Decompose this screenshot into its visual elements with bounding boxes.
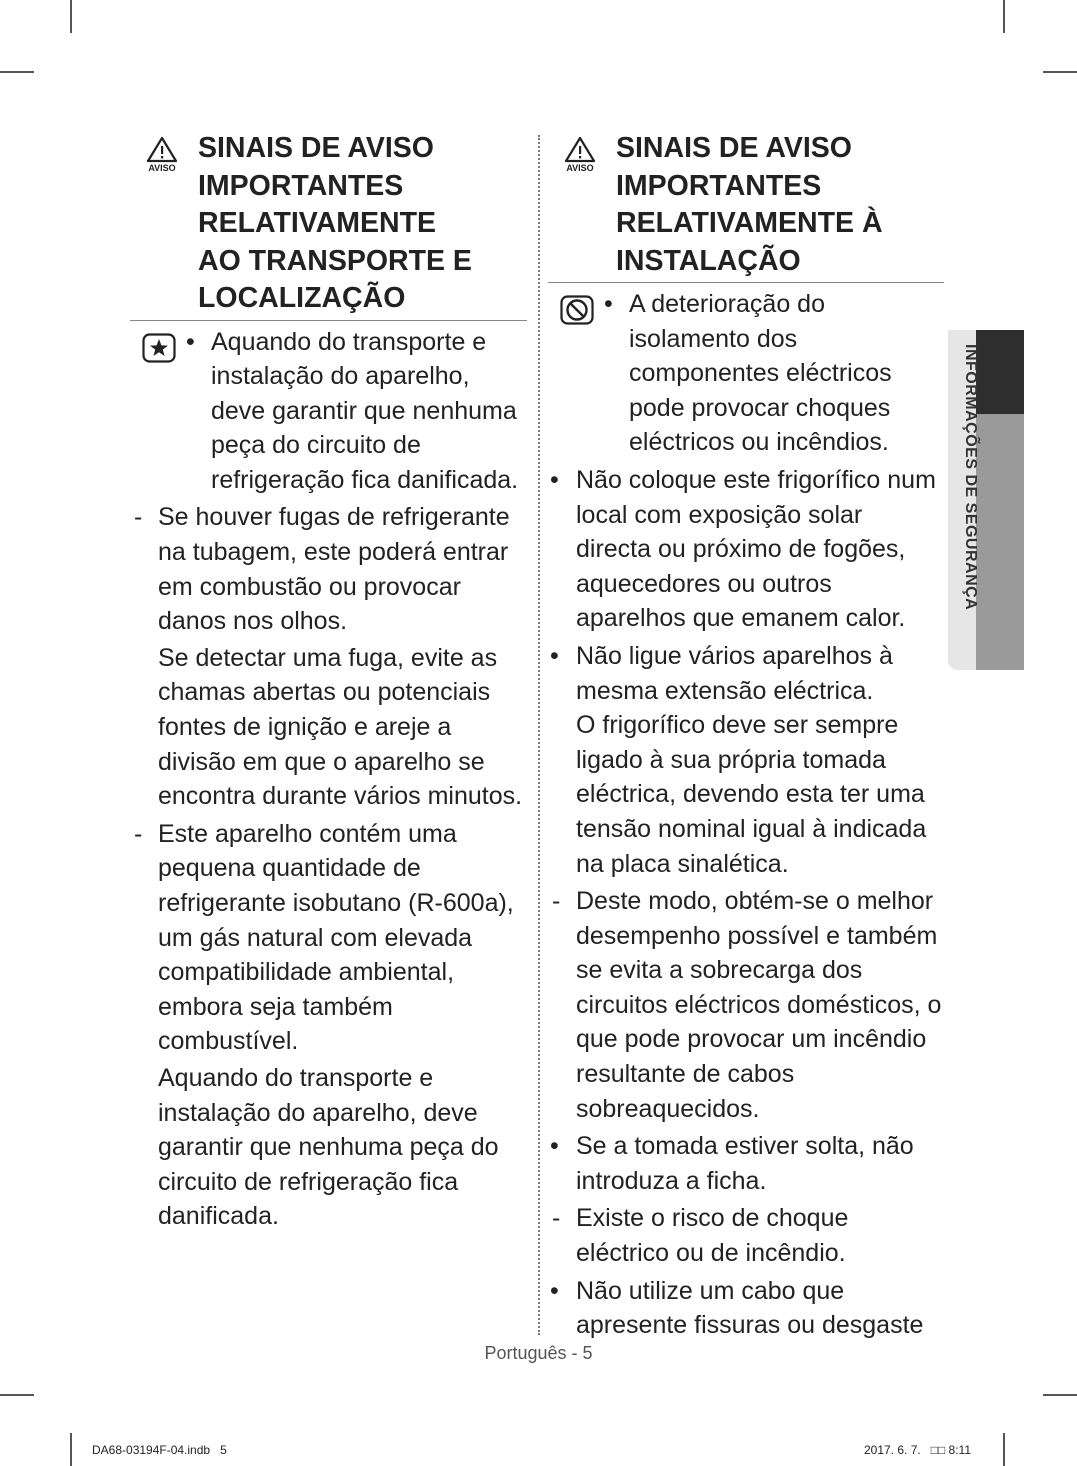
left-heading — [130, 130, 527, 321]
crop-mark — [70, 1433, 72, 1466]
paragraph: Aquando do transporte e instalação do aparelho, deve garantir que nenhuma peça do circuito de refrigeração fica danificada. — [158, 1063, 499, 1231]
bullet-mark: • — [550, 1276, 559, 1305]
star-item-text: Aquando do transporte e instalação do aparelho, deve garantir que nenhuma peça do circuito de refrigeração fica danificada. — [211, 327, 519, 494]
crop-mark — [1043, 1394, 1077, 1396]
dash-mark: - — [134, 819, 143, 848]
side-tab-active-marker — [976, 330, 1024, 414]
bullet-item — [548, 1274, 944, 1343]
dash-item — [130, 500, 527, 813]
paragraph: Não utilize um cabo que apresente fissuras ou desgaste — [576, 1276, 924, 1340]
right-column — [548, 130, 944, 1343]
bullet-item — [548, 639, 944, 881]
heading-line: SINAIS DE AVISO — [198, 132, 434, 164]
dash-item — [548, 884, 944, 1126]
heading-line: IMPORTANTES — [198, 169, 404, 202]
bullet-mark: • — [550, 465, 559, 494]
warning-triangle-icon — [144, 136, 180, 173]
heading-line: RELATIVAMENTE — [198, 207, 437, 239]
prohibited-icon — [560, 295, 594, 335]
bullet-item — [548, 1129, 944, 1198]
heading-line: INSTALAÇÃO — [616, 244, 801, 277]
bullet-mark: • — [550, 1132, 559, 1161]
section-side-tab — [948, 330, 1024, 670]
bullet-item — [548, 463, 944, 636]
crop-mark — [70, 0, 72, 33]
paragraph: Se a tomada estiver solta, não introduza a ficha. — [576, 1132, 914, 1195]
crop-mark — [1043, 71, 1077, 73]
heading-line: SINAIS DE AVISO — [616, 132, 852, 164]
heading-line: AO TRANSPORTE E — [198, 244, 472, 277]
crop-mark — [0, 1394, 34, 1396]
right-heading — [548, 130, 944, 283]
dash-mark: - — [552, 1204, 561, 1233]
warning-triangle-icon — [562, 136, 598, 173]
heading-line: LOCALIZAÇÃO — [198, 282, 406, 314]
paragraph: Se detectar uma fuga, evite as chamas abertas ou potenciais fontes de ignição e areje a divisão em que o aparelho se encontra durante vários minutos. — [158, 643, 523, 811]
warning-icon-label: AVISO — [148, 163, 176, 173]
star-icon — [142, 333, 176, 373]
paragraph: Deste modo, obtém-se o melhor desempenho possível e também se evita a sobrecarga dos circuitos eléctricos domésticos, o que pode provocar um incêndio resultante de cabos sobreaquecidos. — [576, 887, 942, 1123]
paragraph: Se houver fugas de refrigerante na tubagem, este poderá entrar em combustão ou provocar danos nos olhos. — [158, 503, 510, 636]
prohibit-item — [548, 287, 944, 460]
paragraph: Existe o risco de choque eléctrico ou de incêndio. — [576, 1204, 849, 1268]
paragraph: O frigorífico deve ser sempre ligado à sua própria tomada eléctrica, devendo esta ter uma tensão nominal igual à indicada na placa sinalética. — [576, 711, 927, 878]
dash-item — [130, 817, 527, 1234]
column-divider — [538, 135, 540, 1335]
heading-line: RELATIVAMENTE À — [616, 207, 883, 239]
page-number: Português - 5 — [484, 1343, 593, 1363]
bullet-mark: • — [186, 327, 195, 356]
print-date: 2017. 6. 7. □□ 8:11 — [864, 1443, 972, 1457]
warning-icon-label: AVISO — [566, 163, 594, 173]
star-item — [130, 325, 527, 498]
bullet-mark: • — [550, 641, 559, 670]
heading-line: IMPORTANTES — [616, 169, 822, 202]
crop-mark — [0, 71, 34, 73]
prohibit-item-text: A deterioração do isolamento dos componentes eléctricos pode provocar choques eléctricos ou incêndios. — [629, 290, 892, 457]
dash-item — [548, 1201, 944, 1270]
bullet-mark: • — [604, 290, 613, 318]
print-file-name: DA68-03194F-04.indb 5 — [92, 1443, 227, 1457]
paragraph: Não coloque este frigorífico num local com exposição solar directa ou próximo de fogões, aquecedores ou outros aparelhos que emanem calor. — [576, 465, 936, 633]
left-column — [130, 130, 527, 1234]
paragraph: Este aparelho contém uma pequena quantidade de refrigerante isobutano (R-600a), um gás natural com elevada compatibilidade ambiental, embora seja também combustível. — [158, 819, 514, 1056]
crop-mark — [1003, 0, 1005, 33]
paragraph: Não ligue vários aparelhos à mesma extensão eléctrica. — [576, 641, 893, 705]
dash-mark: - — [552, 887, 561, 916]
crop-mark — [1003, 1433, 1005, 1466]
dash-mark: - — [134, 503, 143, 532]
side-tab-label: INFORMAÇÕES DE SEGURANÇA — [962, 344, 979, 611]
